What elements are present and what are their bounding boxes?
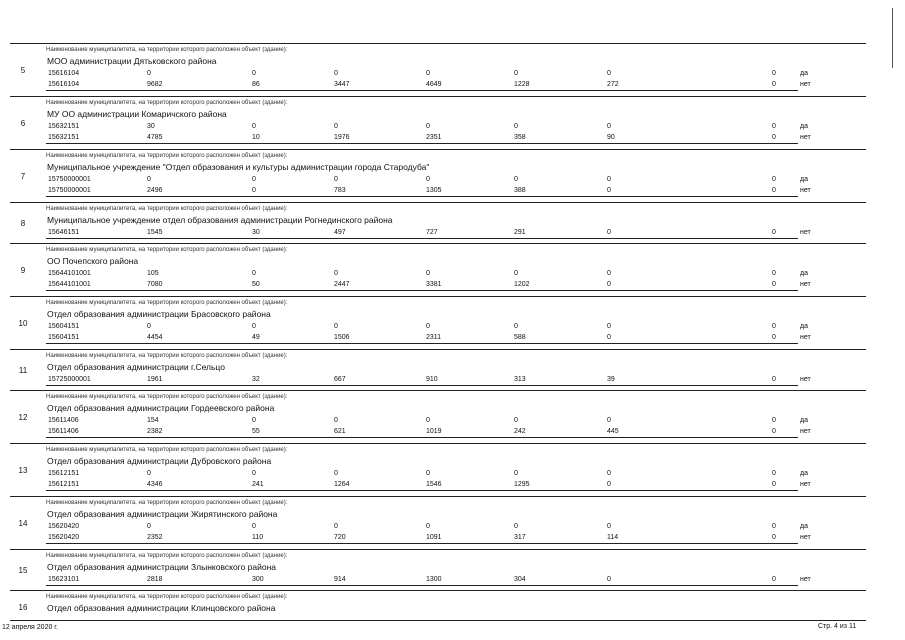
table-cell: 313: [514, 376, 526, 383]
table-cell: 90: [607, 134, 615, 141]
table-cell: 15725000001: [48, 376, 91, 383]
table-cell: 15623101: [48, 576, 80, 583]
entry-number: 12: [18, 412, 28, 422]
table-cell: 154: [147, 417, 159, 424]
table-cell: 4346: [147, 481, 163, 488]
table-cell: 0: [252, 70, 256, 77]
table-cell: 32: [252, 376, 260, 383]
table-cell: 1961: [147, 376, 163, 383]
table-cell: 15632151: [48, 123, 80, 130]
table-cell: 720: [334, 534, 346, 541]
table-cell: 7080: [147, 281, 163, 288]
entry-block: [10, 444, 866, 497]
table-cell: 2311: [426, 334, 442, 341]
entry-content: [46, 391, 866, 443]
table-cell: 0: [334, 70, 338, 77]
table-cell: 0: [147, 176, 151, 183]
table-cell: 0: [334, 270, 338, 277]
table-cell: 1976: [334, 134, 350, 141]
table-cell: 0: [772, 323, 776, 330]
table-row: [46, 69, 866, 80]
entry-content: [46, 350, 866, 390]
entry-block: [10, 391, 866, 444]
table-cell: 50: [252, 281, 260, 288]
table-cell: 15646151: [48, 229, 80, 236]
entry-number: 10: [18, 318, 28, 328]
table-cell: 0: [147, 323, 151, 330]
entry-block: [10, 97, 866, 150]
table-cell: 1228: [514, 81, 530, 88]
table-cell: 0: [514, 270, 518, 277]
table-row: [46, 322, 866, 333]
entry-block: [10, 591, 866, 623]
entry-number: 13: [18, 465, 28, 475]
table-cell: 0: [772, 417, 776, 424]
table-cell: 783: [334, 187, 346, 194]
table-cell: 0: [252, 470, 256, 477]
entry-content: [46, 444, 866, 496]
table-cell: 304: [514, 576, 526, 583]
table-cell: 0: [252, 123, 256, 130]
table-cell: 0: [252, 270, 256, 277]
table-cell: 358: [514, 134, 526, 141]
table-cell: 0: [607, 323, 611, 330]
table-cell: 4454: [147, 334, 163, 341]
table-cell: 0: [426, 123, 430, 130]
entry-number: 16: [18, 602, 28, 612]
table-cell: 445: [607, 428, 619, 435]
table-cell: 0: [772, 70, 776, 77]
table-cell: нет: [800, 81, 811, 88]
table-row: [46, 416, 866, 427]
entry-number: 7: [20, 171, 26, 181]
entry-number: 9: [20, 265, 26, 275]
table-cell: 2382: [147, 428, 163, 435]
table-cell: 727: [426, 229, 438, 236]
table-cell: нет: [800, 229, 811, 236]
table-cell: 0: [607, 270, 611, 277]
table-cell: 0: [252, 417, 256, 424]
table-row: [46, 280, 866, 291]
table-cell: 0: [607, 576, 611, 583]
table-cell: 15611406: [48, 428, 79, 435]
entry-caption: Наименование муниципалитета, на территории которого расположен объект (здание):: [46, 353, 288, 359]
table-cell: 1295: [514, 481, 530, 488]
table-cell: 2818: [147, 576, 163, 583]
table-row: [46, 375, 866, 386]
table-cell: 1300: [426, 576, 442, 583]
entry-content: [46, 44, 866, 96]
table-cell: 15620420: [48, 523, 80, 530]
table-cell: 0: [607, 70, 611, 77]
table-cell: 86: [252, 81, 260, 88]
table-cell: 39: [607, 376, 615, 383]
document-table: [10, 43, 866, 623]
table-cell: 0: [147, 70, 151, 77]
table-cell: да: [800, 470, 808, 477]
table-cell: 2352: [147, 534, 163, 541]
table-cell: 0: [252, 187, 256, 194]
entry-caption: Наименование муниципалитета, на территории которого расположен объект (здание):: [46, 47, 288, 53]
entry-content: [46, 591, 866, 623]
entry-organization: Отдел образования администрации Клинцовского района: [47, 603, 276, 613]
table-cell: 0: [772, 576, 776, 583]
entry-organization: Отдел образования администрации Брасовского района: [47, 309, 271, 319]
entry-caption: Наименование муниципалитета, на территории которого расположен объект (здание):: [46, 100, 288, 106]
table-cell: 15750000001: [48, 187, 91, 194]
table-cell: 0: [607, 123, 611, 130]
margin-mark: [892, 8, 893, 68]
table-cell: да: [800, 270, 808, 277]
entry-organization: Муниципальное учреждение отдел образования администрации Рогнединского района: [47, 215, 393, 225]
table-cell: 0: [334, 417, 338, 424]
entry-block: [10, 150, 866, 203]
entry-caption: Наименование муниципалитета, на территории которого расположен объект (здание):: [46, 553, 288, 559]
table-cell: 4785: [147, 134, 163, 141]
table-cell: 0: [772, 481, 776, 488]
table-cell: 0: [772, 187, 776, 194]
table-cell: 0: [607, 417, 611, 424]
table-cell: 15604151: [48, 323, 80, 330]
table-cell: 0: [252, 523, 256, 530]
table-row: [46, 80, 866, 91]
table-cell: 15616104: [48, 81, 80, 88]
table-cell: 0: [426, 417, 430, 424]
table-cell: 914: [334, 576, 346, 583]
table-cell: 0: [514, 176, 518, 183]
table-cell: 497: [334, 229, 346, 236]
table-cell: 0: [772, 134, 776, 141]
table-cell: 0: [772, 270, 776, 277]
entry-content: [46, 550, 866, 590]
table-cell: 110: [252, 534, 264, 541]
table-cell: 1019: [426, 428, 442, 435]
table-cell: нет: [800, 334, 811, 341]
entry-organization: Отдел образования администрации Злынковского района: [47, 562, 277, 572]
entry-content: [46, 150, 866, 202]
entry-number: 5: [20, 65, 26, 75]
table-cell: 300: [252, 576, 264, 583]
table-cell: 0: [772, 534, 776, 541]
table-cell: 0: [607, 176, 611, 183]
table-cell: да: [800, 417, 808, 424]
entry-content: [46, 97, 866, 149]
table-cell: 2447: [334, 281, 350, 288]
table-cell: 1264: [334, 481, 350, 488]
table-row: [46, 122, 866, 133]
table-row: [46, 333, 866, 344]
table-cell: 0: [607, 470, 611, 477]
table-cell: 0: [514, 70, 518, 77]
entry-block: [10, 550, 866, 591]
table-cell: нет: [800, 134, 811, 141]
table-cell: 10: [252, 134, 260, 141]
table-cell: 0: [607, 187, 611, 194]
entry-caption: Наименование муниципалитета, на территории которого расположен объект (здание):: [46, 594, 288, 600]
entry-caption: Наименование муниципалитета, на территории которого расположен объект (здание):: [46, 300, 288, 306]
table-cell: да: [800, 123, 808, 130]
table-cell: 621: [334, 428, 346, 435]
table-cell: 2351: [426, 134, 442, 141]
entry-content: [46, 203, 866, 243]
table-cell: 55: [252, 428, 260, 435]
entry-organization: МУ ОО администрации Комаричского района: [47, 109, 227, 119]
entry-block: [10, 44, 866, 97]
table-cell: нет: [800, 534, 811, 541]
table-row: [46, 228, 866, 239]
entry-caption: Наименование муниципалитета, на территории которого расположен объект (здание):: [46, 247, 288, 253]
entry-block: [10, 244, 866, 297]
table-cell: 1305: [426, 187, 442, 194]
table-cell: 105: [147, 270, 159, 277]
table-cell: да: [800, 176, 808, 183]
entry-organization: ОО Почепского района: [47, 256, 139, 266]
table-cell: 0: [607, 334, 611, 341]
table-row: [46, 575, 866, 586]
table-cell: 910: [426, 376, 438, 383]
table-cell: нет: [800, 576, 811, 583]
table-row: [46, 269, 866, 280]
entry-organization: Отдел образования администрации г.Сельцо: [47, 362, 225, 372]
table-cell: 0: [607, 281, 611, 288]
table-cell: 15612151: [48, 470, 80, 477]
table-cell: 0: [334, 523, 338, 530]
table-cell: нет: [800, 428, 811, 435]
entry-content: [46, 297, 866, 349]
table-cell: 0: [772, 229, 776, 236]
table-cell: 0: [514, 123, 518, 130]
table-cell: 15612151: [48, 481, 80, 488]
table-cell: 0: [426, 270, 430, 277]
table-cell: 0: [772, 281, 776, 288]
footer-page-number: Стр. 4 из 11: [818, 623, 857, 630]
table-row: [46, 533, 866, 544]
table-cell: 0: [334, 470, 338, 477]
table-cell: 0: [772, 523, 776, 530]
table-cell: 291: [514, 229, 526, 236]
table-cell: 15750000001: [48, 176, 91, 183]
table-cell: 0: [426, 470, 430, 477]
table-row: [46, 427, 866, 438]
table-cell: 2496: [147, 187, 163, 194]
table-cell: 0: [607, 523, 611, 530]
table-cell: 0: [334, 323, 338, 330]
table-cell: 0: [772, 176, 776, 183]
entry-number: 15: [18, 565, 28, 575]
table-cell: 30: [252, 229, 260, 236]
table-cell: 1506: [334, 334, 350, 341]
table-cell: 388: [514, 187, 526, 194]
table-row: [46, 175, 866, 186]
entry-block: [10, 203, 866, 244]
footer-rule: [10, 620, 866, 621]
entry-caption: Наименование муниципалитета, на территории которого расположен объект (здание):: [46, 447, 288, 453]
entry-organization: Отдел образования администрации Гордеевского района: [47, 403, 275, 413]
entry-content: [46, 244, 866, 296]
table-cell: 0: [252, 323, 256, 330]
table-cell: 0: [426, 323, 430, 330]
table-cell: 1546: [426, 481, 442, 488]
entry-number: 14: [18, 518, 28, 528]
table-cell: 0: [772, 376, 776, 383]
table-cell: 15644101001: [48, 281, 91, 288]
footer-date: 12 апреля 2020 г.: [2, 624, 58, 631]
table-cell: 0: [772, 123, 776, 130]
table-cell: нет: [800, 281, 811, 288]
table-cell: 242: [514, 428, 526, 435]
table-row: [46, 133, 866, 144]
table-cell: 15616104: [48, 70, 80, 77]
entry-block: [10, 350, 866, 391]
table-cell: 0: [514, 470, 518, 477]
table-cell: 241: [252, 481, 264, 488]
entry-number: 11: [18, 365, 28, 375]
table-cell: 3447: [334, 81, 350, 88]
table-cell: 15632151: [48, 134, 80, 141]
table-cell: 0: [147, 470, 151, 477]
table-cell: нет: [800, 376, 811, 383]
table-cell: 0: [426, 70, 430, 77]
table-cell: 0: [252, 176, 256, 183]
table-cell: 667: [334, 376, 346, 383]
table-cell: 0: [334, 123, 338, 130]
table-row: [46, 480, 866, 491]
table-cell: 49: [252, 334, 260, 341]
table-cell: 0: [607, 229, 611, 236]
table-cell: да: [800, 70, 808, 77]
entry-content: [46, 497, 866, 549]
entry-organization: Муниципальное учреждение "Отдел образования и культуры администрации города Стародуба": [47, 162, 430, 172]
entry-caption: Наименование муниципалитета, на территории которого расположен объект (здание):: [46, 153, 288, 159]
table-row: [46, 522, 866, 533]
table-cell: 0: [772, 470, 776, 477]
table-cell: да: [800, 523, 808, 530]
table-cell: 588: [514, 334, 526, 341]
table-cell: 1091: [426, 534, 442, 541]
entry-block: [10, 497, 866, 550]
table-cell: 15611406: [48, 417, 79, 424]
table-cell: 0: [514, 323, 518, 330]
table-row: [46, 186, 866, 197]
table-cell: 0: [607, 481, 611, 488]
entry-caption: Наименование муниципалитета, на территории которого расположен объект (здание):: [46, 394, 288, 400]
entry-caption: Наименование муниципалитета, на территории которого расположен объект (здание):: [46, 206, 288, 212]
table-cell: 1202: [514, 281, 530, 288]
table-cell: 0: [147, 523, 151, 530]
table-cell: 15644101001: [48, 270, 91, 277]
table-cell: 272: [607, 81, 619, 88]
table-cell: 0: [514, 523, 518, 530]
table-cell: нет: [800, 187, 811, 194]
table-cell: 0: [334, 176, 338, 183]
table-cell: 15604151: [48, 334, 80, 341]
table-cell: 3381: [426, 281, 442, 288]
table-cell: 317: [514, 534, 526, 541]
table-cell: 9682: [147, 81, 163, 88]
table-cell: да: [800, 323, 808, 330]
table-cell: 0: [426, 176, 430, 183]
table-row: [46, 469, 866, 480]
entry-organization: Отдел образования администрации Жирятинского района: [47, 509, 278, 519]
entry-organization: МОО администрации Дятьковского района: [47, 56, 217, 66]
table-cell: 0: [772, 428, 776, 435]
table-cell: 15620420: [48, 534, 80, 541]
table-cell: 30: [147, 123, 155, 130]
entry-caption: Наименование муниципалитета, на территории которого расположен объект (здание):: [46, 500, 288, 506]
entry-number: 6: [20, 118, 26, 128]
entry-number: 8: [20, 218, 26, 228]
entry-block: [10, 297, 866, 350]
table-cell: 1545: [147, 229, 163, 236]
table-cell: 114: [607, 534, 619, 541]
table-cell: 0: [772, 334, 776, 341]
entry-organization: Отдел образования администрации Дубровского района: [47, 456, 272, 466]
table-cell: 0: [514, 417, 518, 424]
table-cell: нет: [800, 481, 811, 488]
table-cell: 0: [772, 81, 776, 88]
table-cell: 0: [426, 523, 430, 530]
table-cell: 4649: [426, 81, 442, 88]
